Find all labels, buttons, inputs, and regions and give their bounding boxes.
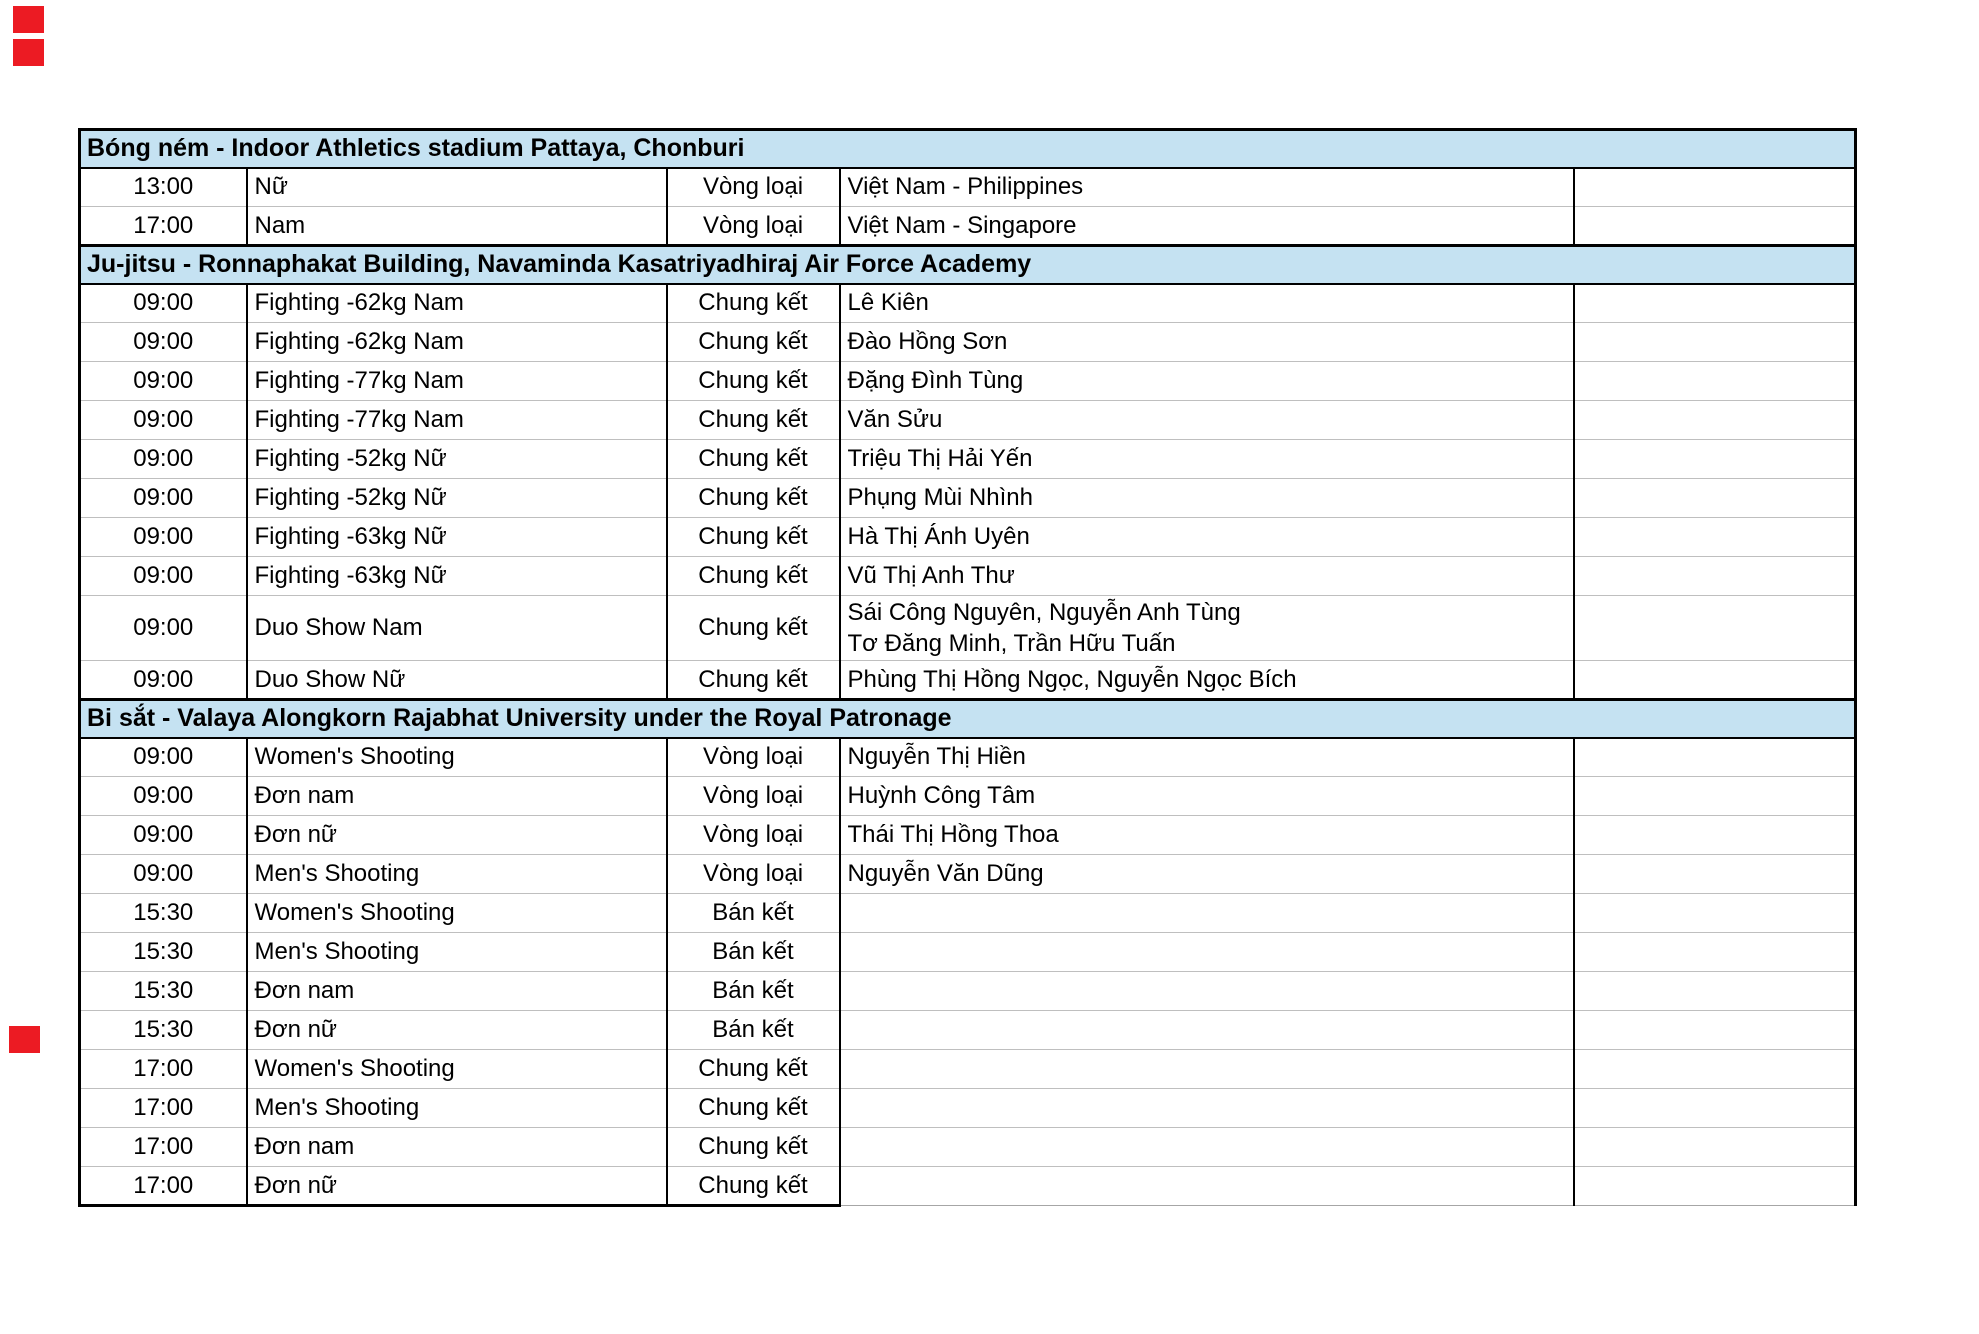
schedule-row <box>80 557 1856 596</box>
event-cell: Women's Shooting <box>247 738 667 777</box>
participants-cell: Phùng Thị Hồng Ngọc, Nguyễn Ngọc Bích <box>840 661 1574 700</box>
schedule-row <box>80 168 1856 207</box>
participants-line: Sái Công Nguyên, Nguyễn Anh Tùng <box>847 599 1241 626</box>
schedule-row <box>80 284 1856 323</box>
notes-cell <box>1574 557 1856 596</box>
round-cell: Chung kết <box>667 1050 840 1089</box>
event-cell: Đơn nam <box>247 972 667 1011</box>
time-cell: 15:30 <box>80 894 247 933</box>
participants-cell <box>840 1167 1574 1206</box>
schedule-row <box>80 207 1856 246</box>
time-cell: 09:00 <box>80 401 247 440</box>
round-cell: Chung kết <box>667 1128 840 1167</box>
schedule-row <box>80 661 1856 700</box>
time-cell: 17:00 <box>80 1128 247 1167</box>
round-cell: Chung kết <box>667 1167 840 1206</box>
round-cell: Bán kết <box>667 1011 840 1050</box>
participants-cell <box>840 972 1574 1011</box>
round-cell: Chung kết <box>667 479 840 518</box>
event-cell: Duo Show Nữ <box>247 661 667 700</box>
event-cell: Women's Shooting <box>247 1050 667 1089</box>
notes-cell <box>1574 323 1856 362</box>
participants-cell <box>840 1089 1574 1128</box>
time-cell: 09:00 <box>80 440 247 479</box>
event-cell: Men's Shooting <box>247 1089 667 1128</box>
notes-cell <box>1574 362 1856 401</box>
round-cell: Chung kết <box>667 661 840 700</box>
participants-cell: Thái Thị Hồng Thoa <box>840 816 1574 855</box>
round-cell: Chung kết <box>667 401 840 440</box>
time-cell: 09:00 <box>80 284 247 323</box>
notes-cell <box>1574 1050 1856 1089</box>
event-cell: Đơn nữ <box>247 816 667 855</box>
schedule-row <box>80 479 1856 518</box>
round-cell: Chung kết <box>667 1089 840 1128</box>
time-cell: 17:00 <box>80 1089 247 1128</box>
schedule-row <box>80 401 1856 440</box>
time-cell: 09:00 <box>80 855 247 894</box>
time-cell: 17:00 <box>80 1167 247 1206</box>
event-cell: Đơn nữ <box>247 1011 667 1050</box>
participants-cell: Đào Hồng Sơn <box>840 323 1574 362</box>
schedule-row <box>80 738 1856 777</box>
notes-cell <box>1574 855 1856 894</box>
notes-cell <box>1574 933 1856 972</box>
round-cell: Vòng loại <box>667 168 840 207</box>
time-cell: 15:30 <box>80 933 247 972</box>
participants-cell: Văn Sửu <box>840 401 1574 440</box>
schedule-row <box>80 1011 1856 1050</box>
participants-cell: Vũ Thị Anh Thư <box>840 557 1574 596</box>
schedule-row <box>80 323 1856 362</box>
schedule-table-body <box>80 130 1856 1206</box>
section-header: Ju-jitsu - Ronnaphakat Building, Navaminda Kasatriyadhiraj Air Force Academy <box>80 246 1856 284</box>
round-cell: Bán kết <box>667 933 840 972</box>
time-cell: 09:00 <box>80 323 247 362</box>
event-cell: Fighting -62kg Nam <box>247 284 667 323</box>
time-cell: 09:00 <box>80 518 247 557</box>
time-cell: 09:00 <box>80 777 247 816</box>
notes-cell <box>1574 777 1856 816</box>
time-cell: 15:30 <box>80 1011 247 1050</box>
participants-cell: Hà Thị Ánh Uyên <box>840 518 1574 557</box>
event-cell: Men's Shooting <box>247 855 667 894</box>
participants-cell: Huỳnh Công Tâm <box>840 777 1574 816</box>
participants-cell <box>840 933 1574 972</box>
notes-cell <box>1574 440 1856 479</box>
schedule-row <box>80 1167 1856 1206</box>
participants-cell: Đặng Đình Tùng <box>840 362 1574 401</box>
schedule-row <box>80 933 1856 972</box>
schedule-row <box>80 1128 1856 1167</box>
event-cell: Fighting -52kg Nữ <box>247 440 667 479</box>
round-cell: Chung kết <box>667 596 840 661</box>
schedule-row <box>80 816 1856 855</box>
time-cell: 09:00 <box>80 738 247 777</box>
participants-cell <box>840 1011 1574 1050</box>
notes-cell <box>1574 1011 1856 1050</box>
red-marker <box>13 6 44 33</box>
round-cell: Chung kết <box>667 440 840 479</box>
round-cell: Chung kết <box>667 518 840 557</box>
notes-cell <box>1574 401 1856 440</box>
schedule-row <box>80 518 1856 557</box>
schedule-row <box>80 596 1856 661</box>
red-marker <box>9 1026 40 1053</box>
notes-cell <box>1574 1128 1856 1167</box>
event-cell: Fighting -52kg Nữ <box>247 479 667 518</box>
time-cell: 09:00 <box>80 479 247 518</box>
participants-cell <box>840 894 1574 933</box>
round-cell: Chung kết <box>667 362 840 401</box>
schedule-row <box>80 894 1856 933</box>
participants-cell <box>840 1050 1574 1089</box>
round-cell: Vòng loại <box>667 777 840 816</box>
event-cell: Duo Show Nam <box>247 596 667 661</box>
schedule-row <box>80 1050 1856 1089</box>
round-cell: Bán kết <box>667 894 840 933</box>
event-cell: Fighting -77kg Nam <box>247 401 667 440</box>
notes-cell <box>1574 1167 1856 1206</box>
time-cell: 17:00 <box>80 207 247 246</box>
notes-cell <box>1574 661 1856 700</box>
schedule-row <box>80 855 1856 894</box>
time-cell: 09:00 <box>80 661 247 700</box>
participants-cell: Phụng Mùi Nhình <box>840 479 1574 518</box>
notes-cell <box>1574 168 1856 207</box>
round-cell: Chung kết <box>667 284 840 323</box>
event-cell: Women's Shooting <box>247 894 667 933</box>
event-cell: Nữ <box>247 168 667 207</box>
event-cell: Nam <box>247 207 667 246</box>
event-cell: Fighting -62kg Nam <box>247 323 667 362</box>
notes-cell <box>1574 284 1856 323</box>
schedule-row <box>80 777 1856 816</box>
time-cell: 13:00 <box>80 168 247 207</box>
participants-cell <box>840 596 1574 661</box>
time-cell: 15:30 <box>80 972 247 1011</box>
round-cell: Vòng loại <box>667 855 840 894</box>
participants-cell: Nguyễn Văn Dũng <box>840 855 1574 894</box>
schedule-table <box>78 128 1857 1207</box>
participants-line: Tơ Đăng Minh, Trần Hữu Tuấn <box>847 630 1176 657</box>
schedule-row <box>80 440 1856 479</box>
section-header: Bi sắt - Valaya Alongkorn Rajabhat University under the Royal Patronage <box>80 700 1856 738</box>
time-cell: 09:00 <box>80 362 247 401</box>
event-cell: Fighting -63kg Nữ <box>247 557 667 596</box>
notes-cell <box>1574 518 1856 557</box>
schedule-row <box>80 972 1856 1011</box>
notes-cell <box>1574 207 1856 246</box>
time-cell: 17:00 <box>80 1050 247 1089</box>
participants-cell: Lê Kiên <box>840 284 1574 323</box>
section-header: Bóng ném - Indoor Athletics stadium Pattaya, Chonburi <box>80 130 1856 168</box>
event-cell: Fighting -63kg Nữ <box>247 518 667 557</box>
participants-cell <box>840 1128 1574 1167</box>
event-cell: Men's Shooting <box>247 933 667 972</box>
notes-cell <box>1574 479 1856 518</box>
round-cell: Vòng loại <box>667 738 840 777</box>
notes-cell <box>1574 596 1856 661</box>
notes-cell <box>1574 816 1856 855</box>
notes-cell <box>1574 894 1856 933</box>
round-cell: Chung kết <box>667 557 840 596</box>
red-marker <box>13 39 44 66</box>
round-cell: Bán kết <box>667 972 840 1011</box>
round-cell: Chung kết <box>667 323 840 362</box>
round-cell: Vòng loại <box>667 207 840 246</box>
schedule-row <box>80 362 1856 401</box>
event-cell: Đơn nam <box>247 777 667 816</box>
participants-cell: Nguyễn Thị Hiền <box>840 738 1574 777</box>
schedule-row <box>80 1089 1856 1128</box>
event-cell: Đơn nam <box>247 1128 667 1167</box>
notes-cell <box>1574 1089 1856 1128</box>
notes-cell <box>1574 738 1856 777</box>
time-cell: 09:00 <box>80 816 247 855</box>
participants-cell: Việt Nam - Philippines <box>840 168 1574 207</box>
time-cell: 09:00 <box>80 557 247 596</box>
participants-cell: Triệu Thị Hải Yến <box>840 440 1574 479</box>
time-cell: 09:00 <box>80 596 247 661</box>
notes-cell <box>1574 972 1856 1011</box>
round-cell: Vòng loại <box>667 816 840 855</box>
participants-cell: Việt Nam - Singapore <box>840 207 1574 246</box>
event-cell: Fighting -77kg Nam <box>247 362 667 401</box>
event-cell: Đơn nữ <box>247 1167 667 1206</box>
